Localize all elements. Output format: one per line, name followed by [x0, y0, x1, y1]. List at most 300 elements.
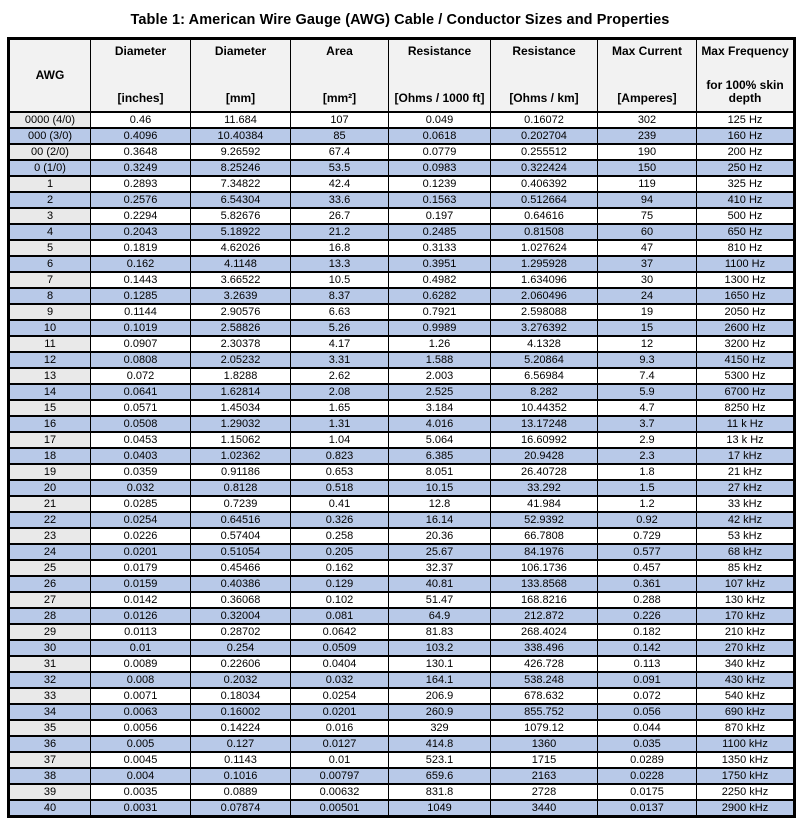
value-cell: 0.142 — [598, 640, 697, 656]
value-cell: 3.184 — [389, 400, 491, 416]
awg-cell: 0000 (4/0) — [9, 112, 91, 128]
value-cell: 32.37 — [389, 560, 491, 576]
value-cell: 0.81508 — [491, 224, 598, 240]
value-cell: 0.0228 — [598, 768, 697, 784]
value-cell: 33.292 — [491, 480, 598, 496]
value-cell: 0.162 — [91, 256, 191, 272]
col-header-unit: for 100% skin depth — [706, 78, 784, 105]
table-row — [9, 208, 795, 224]
value-cell: 6.56984 — [491, 368, 598, 384]
value-cell: 17 kHz — [697, 448, 795, 464]
col-header-label: Area — [326, 44, 353, 58]
table-row — [9, 752, 795, 768]
value-cell: 0.0127 — [291, 736, 389, 752]
value-cell: 3.66522 — [191, 272, 291, 288]
value-cell: 268.4024 — [491, 624, 598, 640]
value-cell: 15 — [598, 320, 697, 336]
value-cell: 0.0808 — [91, 352, 191, 368]
value-cell: 0.0404 — [291, 656, 389, 672]
value-cell: 10.15 — [389, 480, 491, 496]
awg-cell: 0 (1/0) — [9, 160, 91, 176]
value-cell: 37 — [598, 256, 697, 272]
value-cell: 0.0571 — [91, 400, 191, 416]
value-cell: 0.102 — [291, 592, 389, 608]
value-cell: 0.3249 — [91, 160, 191, 176]
value-cell: 0.005 — [91, 736, 191, 752]
awg-cell: 13 — [9, 368, 91, 384]
value-cell: 2.525 — [389, 384, 491, 400]
value-cell: 12 — [598, 336, 697, 352]
awg-cell: 21 — [9, 496, 91, 512]
table-row — [9, 800, 795, 817]
value-cell: 0.0254 — [291, 688, 389, 704]
value-cell: 85 kHz — [697, 560, 795, 576]
value-cell: 0.182 — [598, 624, 697, 640]
value-cell: 0.9989 — [389, 320, 491, 336]
value-cell: 24 — [598, 288, 697, 304]
value-cell: 2.08 — [291, 384, 389, 400]
value-cell: 0.2893 — [91, 176, 191, 192]
value-cell: 0.0089 — [91, 656, 191, 672]
awg-cell: 17 — [9, 432, 91, 448]
value-cell: 0.36068 — [191, 592, 291, 608]
value-cell: 0.4096 — [91, 128, 191, 144]
value-cell: 0.0126 — [91, 608, 191, 624]
col-header-label: Max Current — [611, 44, 682, 58]
value-cell: 3440 — [491, 800, 598, 817]
value-cell: 340 kHz — [697, 656, 795, 672]
value-cell: 0.0642 — [291, 624, 389, 640]
value-cell: 0.127 — [191, 736, 291, 752]
value-cell: 0.0175 — [598, 784, 697, 800]
value-cell: 0.044 — [598, 720, 697, 736]
table-row — [9, 240, 795, 256]
value-cell: 1650 Hz — [697, 288, 795, 304]
value-cell: 4.016 — [389, 416, 491, 432]
value-cell: 338.496 — [491, 640, 598, 656]
value-cell: 302 — [598, 112, 697, 128]
col-header-max-current — [598, 39, 697, 113]
value-cell: 2.05232 — [191, 352, 291, 368]
value-cell: 0.0031 — [91, 800, 191, 817]
value-cell: 150 — [598, 160, 697, 176]
value-cell: 7.4 — [598, 368, 697, 384]
value-cell: 0.0289 — [598, 752, 697, 768]
value-cell: 0.326 — [291, 512, 389, 528]
value-cell: 1.15062 — [191, 432, 291, 448]
value-cell: 0.1144 — [91, 304, 191, 320]
table-row — [9, 432, 795, 448]
value-cell: 10.44352 — [491, 400, 598, 416]
value-cell: 107 kHz — [697, 576, 795, 592]
value-cell: 414.8 — [389, 736, 491, 752]
value-cell: 0.00632 — [291, 784, 389, 800]
col-header-label: Resistance — [512, 44, 576, 58]
value-cell: 1360 — [491, 736, 598, 752]
col-header-diameter-mm — [191, 39, 291, 113]
value-cell: 810 Hz — [697, 240, 795, 256]
value-cell: 164.1 — [389, 672, 491, 688]
value-cell: 0.1563 — [389, 192, 491, 208]
awg-cell: 40 — [9, 800, 91, 817]
awg-cell: 25 — [9, 560, 91, 576]
awg-cell: 5 — [9, 240, 91, 256]
col-header-awg — [9, 39, 91, 113]
value-cell: 0.0508 — [91, 416, 191, 432]
awg-table — [7, 37, 796, 818]
awg-cell: 8 — [9, 288, 91, 304]
awg-cell: 6 — [9, 256, 91, 272]
value-cell: 0.032 — [291, 672, 389, 688]
awg-cell: 31 — [9, 656, 91, 672]
value-cell: 0.00501 — [291, 800, 389, 817]
table-title: Table 1: American Wire Gauge (AWG) Cable / Conductor Sizes and Properties — [130, 12, 670, 28]
col-header-unit: [Ohms / 1000 ft] — [394, 91, 485, 105]
value-cell: 103.2 — [389, 640, 491, 656]
value-cell: 0.0201 — [291, 704, 389, 720]
value-cell: 0.00797 — [291, 768, 389, 784]
col-header-resistance-km — [491, 39, 598, 113]
value-cell: 678.632 — [491, 688, 598, 704]
value-cell: 20.9428 — [491, 448, 598, 464]
value-cell: 75 — [598, 208, 697, 224]
awg-cell: 29 — [9, 624, 91, 640]
value-cell: 94 — [598, 192, 697, 208]
value-cell: 270 kHz — [697, 640, 795, 656]
value-cell: 3200 Hz — [697, 336, 795, 352]
awg-cell: 23 — [9, 528, 91, 544]
col-header-unit: [inches] — [117, 91, 164, 105]
value-cell: 1.027624 — [491, 240, 598, 256]
value-cell: 0.823 — [291, 448, 389, 464]
table-row — [9, 544, 795, 560]
value-cell: 0.0137 — [598, 800, 697, 817]
table-row — [9, 144, 795, 160]
value-cell: 0.0285 — [91, 496, 191, 512]
value-cell: 0.0063 — [91, 704, 191, 720]
value-cell: 16.60992 — [491, 432, 598, 448]
value-cell: 1.8 — [598, 464, 697, 480]
value-cell: 0.113 — [598, 656, 697, 672]
value-cell: 10.40384 — [191, 128, 291, 144]
value-cell: 0.14224 — [191, 720, 291, 736]
table-row — [9, 336, 795, 352]
awg-cell: 22 — [9, 512, 91, 528]
value-cell: 0.1239 — [389, 176, 491, 192]
value-cell: 0.197 — [389, 208, 491, 224]
table-row — [9, 672, 795, 688]
value-cell: 0.01 — [91, 640, 191, 656]
awg-cell: 16 — [9, 416, 91, 432]
value-cell: 3.31 — [291, 352, 389, 368]
value-cell: 1.2 — [598, 496, 697, 512]
value-cell: 8.282 — [491, 384, 598, 400]
value-cell: 2.30378 — [191, 336, 291, 352]
value-cell: 0.2043 — [91, 224, 191, 240]
value-cell: 4150 Hz — [697, 352, 795, 368]
value-cell: 0.254 — [191, 640, 291, 656]
table-row — [9, 720, 795, 736]
value-cell: 1.31 — [291, 416, 389, 432]
value-cell: 200 Hz — [697, 144, 795, 160]
value-cell: 1.65 — [291, 400, 389, 416]
value-cell: 3.2639 — [191, 288, 291, 304]
table-row — [9, 624, 795, 640]
value-cell: 4.1148 — [191, 256, 291, 272]
value-cell: 210 kHz — [697, 624, 795, 640]
value-cell: 1.588 — [389, 352, 491, 368]
table-row — [9, 416, 795, 432]
value-cell: 42.4 — [291, 176, 389, 192]
awg-cell: 39 — [9, 784, 91, 800]
value-cell: 9.3 — [598, 352, 697, 368]
value-cell: 0.129 — [291, 576, 389, 592]
value-cell: 8250 Hz — [697, 400, 795, 416]
value-cell: 1.04 — [291, 432, 389, 448]
value-cell: 85 — [291, 128, 389, 144]
value-cell: 1.45034 — [191, 400, 291, 416]
value-cell: 27 kHz — [697, 480, 795, 496]
value-cell: 0.7239 — [191, 496, 291, 512]
header-row — [9, 39, 795, 113]
table-row — [9, 784, 795, 800]
value-cell: 53 kHz — [697, 528, 795, 544]
table-row — [9, 640, 795, 656]
awg-cell: 15 — [9, 400, 91, 416]
awg-cell: 9 — [9, 304, 91, 320]
value-cell: 0.64516 — [191, 512, 291, 528]
value-cell: 0.457 — [598, 560, 697, 576]
value-cell: 0.64616 — [491, 208, 598, 224]
value-cell: 2.598088 — [491, 304, 598, 320]
value-cell: 0.0179 — [91, 560, 191, 576]
value-cell: 0.32004 — [191, 608, 291, 624]
value-cell: 8.25246 — [191, 160, 291, 176]
col-header-resistance-1000ft — [389, 39, 491, 113]
value-cell: 4.7 — [598, 400, 697, 416]
table-row — [9, 192, 795, 208]
value-cell: 13 k Hz — [697, 432, 795, 448]
value-cell: 2900 kHz — [697, 800, 795, 817]
value-cell: 5.064 — [389, 432, 491, 448]
value-cell: 426.728 — [491, 656, 598, 672]
value-cell: 0.035 — [598, 736, 697, 752]
value-cell: 119 — [598, 176, 697, 192]
awg-cell: 26 — [9, 576, 91, 592]
value-cell: 0.0403 — [91, 448, 191, 464]
table-row — [9, 256, 795, 272]
value-cell: 0.056 — [598, 704, 697, 720]
value-cell: 0.01 — [291, 752, 389, 768]
value-cell: 1.26 — [389, 336, 491, 352]
value-cell: 0.16072 — [491, 112, 598, 128]
value-cell: 6700 Hz — [697, 384, 795, 400]
value-cell: 52.9392 — [491, 512, 598, 528]
value-cell: 690 kHz — [697, 704, 795, 720]
table-header — [9, 39, 795, 113]
value-cell: 68 kHz — [697, 544, 795, 560]
awg-cell: 36 — [9, 736, 91, 752]
value-cell: 523.1 — [389, 752, 491, 768]
value-cell: 0.016 — [291, 720, 389, 736]
awg-cell: 32 — [9, 672, 91, 688]
value-cell: 130 kHz — [697, 592, 795, 608]
value-cell: 0.081 — [291, 608, 389, 624]
value-cell: 0.049 — [389, 112, 491, 128]
value-cell: 0.16002 — [191, 704, 291, 720]
value-cell: 0.322424 — [491, 160, 598, 176]
value-cell: 0.1285 — [91, 288, 191, 304]
value-cell: 538.248 — [491, 672, 598, 688]
value-cell: 0.8128 — [191, 480, 291, 496]
value-cell: 47 — [598, 240, 697, 256]
value-cell: 0.072 — [91, 368, 191, 384]
awg-cell: 14 — [9, 384, 91, 400]
table-row — [9, 288, 795, 304]
awg-cell: 1 — [9, 176, 91, 192]
value-cell: 3.7 — [598, 416, 697, 432]
table-row — [9, 656, 795, 672]
value-cell: 8.051 — [389, 464, 491, 480]
value-cell: 170 kHz — [697, 608, 795, 624]
value-cell: 329 — [389, 720, 491, 736]
value-cell: 650 Hz — [697, 224, 795, 240]
value-cell: 2.62 — [291, 368, 389, 384]
value-cell: 0.072 — [598, 688, 697, 704]
value-cell: 190 — [598, 144, 697, 160]
value-cell: 0.0509 — [291, 640, 389, 656]
value-cell: 1.634096 — [491, 272, 598, 288]
value-cell: 2.9 — [598, 432, 697, 448]
value-cell: 5.20864 — [491, 352, 598, 368]
table-row — [9, 512, 795, 528]
table-row — [9, 384, 795, 400]
value-cell: 13.3 — [291, 256, 389, 272]
table-row — [9, 496, 795, 512]
awg-cell: 4 — [9, 224, 91, 240]
value-cell: 130.1 — [389, 656, 491, 672]
value-cell: 0.2576 — [91, 192, 191, 208]
value-cell: 1300 Hz — [697, 272, 795, 288]
value-cell: 0.91186 — [191, 464, 291, 480]
value-cell: 81.83 — [389, 624, 491, 640]
value-cell: 0.3951 — [389, 256, 491, 272]
value-cell: 40.81 — [389, 576, 491, 592]
value-cell: 1.8288 — [191, 368, 291, 384]
value-cell: 21 kHz — [697, 464, 795, 480]
value-cell: 84.1976 — [491, 544, 598, 560]
awg-cell: 35 — [9, 720, 91, 736]
value-cell: 2.58826 — [191, 320, 291, 336]
value-cell: 0.92 — [598, 512, 697, 528]
table-row — [9, 352, 795, 368]
table-row — [9, 704, 795, 720]
col-header-unit: [mm²] — [322, 91, 357, 105]
table-row — [9, 320, 795, 336]
value-cell: 8.37 — [291, 288, 389, 304]
value-cell: 0.2032 — [191, 672, 291, 688]
value-cell: 13.17248 — [491, 416, 598, 432]
awg-cell: 34 — [9, 704, 91, 720]
value-cell: 4.1328 — [491, 336, 598, 352]
value-cell: 0.0056 — [91, 720, 191, 736]
value-cell: 51.47 — [389, 592, 491, 608]
value-cell: 0.0641 — [91, 384, 191, 400]
value-cell: 0.0045 — [91, 752, 191, 768]
awg-cell: 7 — [9, 272, 91, 288]
value-cell: 67.4 — [291, 144, 389, 160]
awg-cell: 33 — [9, 688, 91, 704]
value-cell: 0.7921 — [389, 304, 491, 320]
value-cell: 41.984 — [491, 496, 598, 512]
value-cell: 0.51054 — [191, 544, 291, 560]
col-header-unit: [Ohms / km] — [509, 91, 579, 105]
col-header-diameter-inches — [91, 39, 191, 113]
value-cell: 33 kHz — [697, 496, 795, 512]
awg-cell: 19 — [9, 464, 91, 480]
awg-cell: 24 — [9, 544, 91, 560]
value-cell: 0.004 — [91, 768, 191, 784]
value-cell: 0.2485 — [389, 224, 491, 240]
value-cell: 0.46 — [91, 112, 191, 128]
value-cell: 4.17 — [291, 336, 389, 352]
table-row — [9, 448, 795, 464]
awg-cell: 2 — [9, 192, 91, 208]
table-row — [9, 128, 795, 144]
value-cell: 20.36 — [389, 528, 491, 544]
value-cell: 53.5 — [291, 160, 389, 176]
value-cell: 430 kHz — [697, 672, 795, 688]
value-cell: 12.8 — [389, 496, 491, 512]
value-cell: 0.202704 — [491, 128, 598, 144]
value-cell: 0.2294 — [91, 208, 191, 224]
col-header-label: Max Frequency — [701, 44, 789, 58]
col-header-label: AWG — [35, 67, 65, 82]
value-cell: 500 Hz — [697, 208, 795, 224]
value-cell: 870 kHz — [697, 720, 795, 736]
value-cell: 0.28702 — [191, 624, 291, 640]
value-cell: 6.54304 — [191, 192, 291, 208]
value-cell: 325 Hz — [697, 176, 795, 192]
value-cell: 855.752 — [491, 704, 598, 720]
value-cell: 9.26592 — [191, 144, 291, 160]
value-cell: 0.0035 — [91, 784, 191, 800]
value-cell: 0.0254 — [91, 512, 191, 528]
table-body — [9, 112, 795, 817]
value-cell: 0.518 — [291, 480, 389, 496]
value-cell: 66.7808 — [491, 528, 598, 544]
value-cell: 0.0159 — [91, 576, 191, 592]
value-cell: 16.14 — [389, 512, 491, 528]
awg-cell: 37 — [9, 752, 91, 768]
value-cell: 19 — [598, 304, 697, 320]
value-cell: 0.361 — [598, 576, 697, 592]
table-row — [9, 576, 795, 592]
awg-cell: 000 (3/0) — [9, 128, 91, 144]
awg-cell: 38 — [9, 768, 91, 784]
value-cell: 0.1016 — [191, 768, 291, 784]
value-cell: 5.82676 — [191, 208, 291, 224]
value-cell: 21.2 — [291, 224, 389, 240]
table-row — [9, 528, 795, 544]
value-cell: 16.8 — [291, 240, 389, 256]
value-cell: 160 Hz — [697, 128, 795, 144]
value-cell: 0.032 — [91, 480, 191, 496]
value-cell: 133.8568 — [491, 576, 598, 592]
awg-cell: 20 — [9, 480, 91, 496]
value-cell: 0.45466 — [191, 560, 291, 576]
value-cell: 0.0113 — [91, 624, 191, 640]
